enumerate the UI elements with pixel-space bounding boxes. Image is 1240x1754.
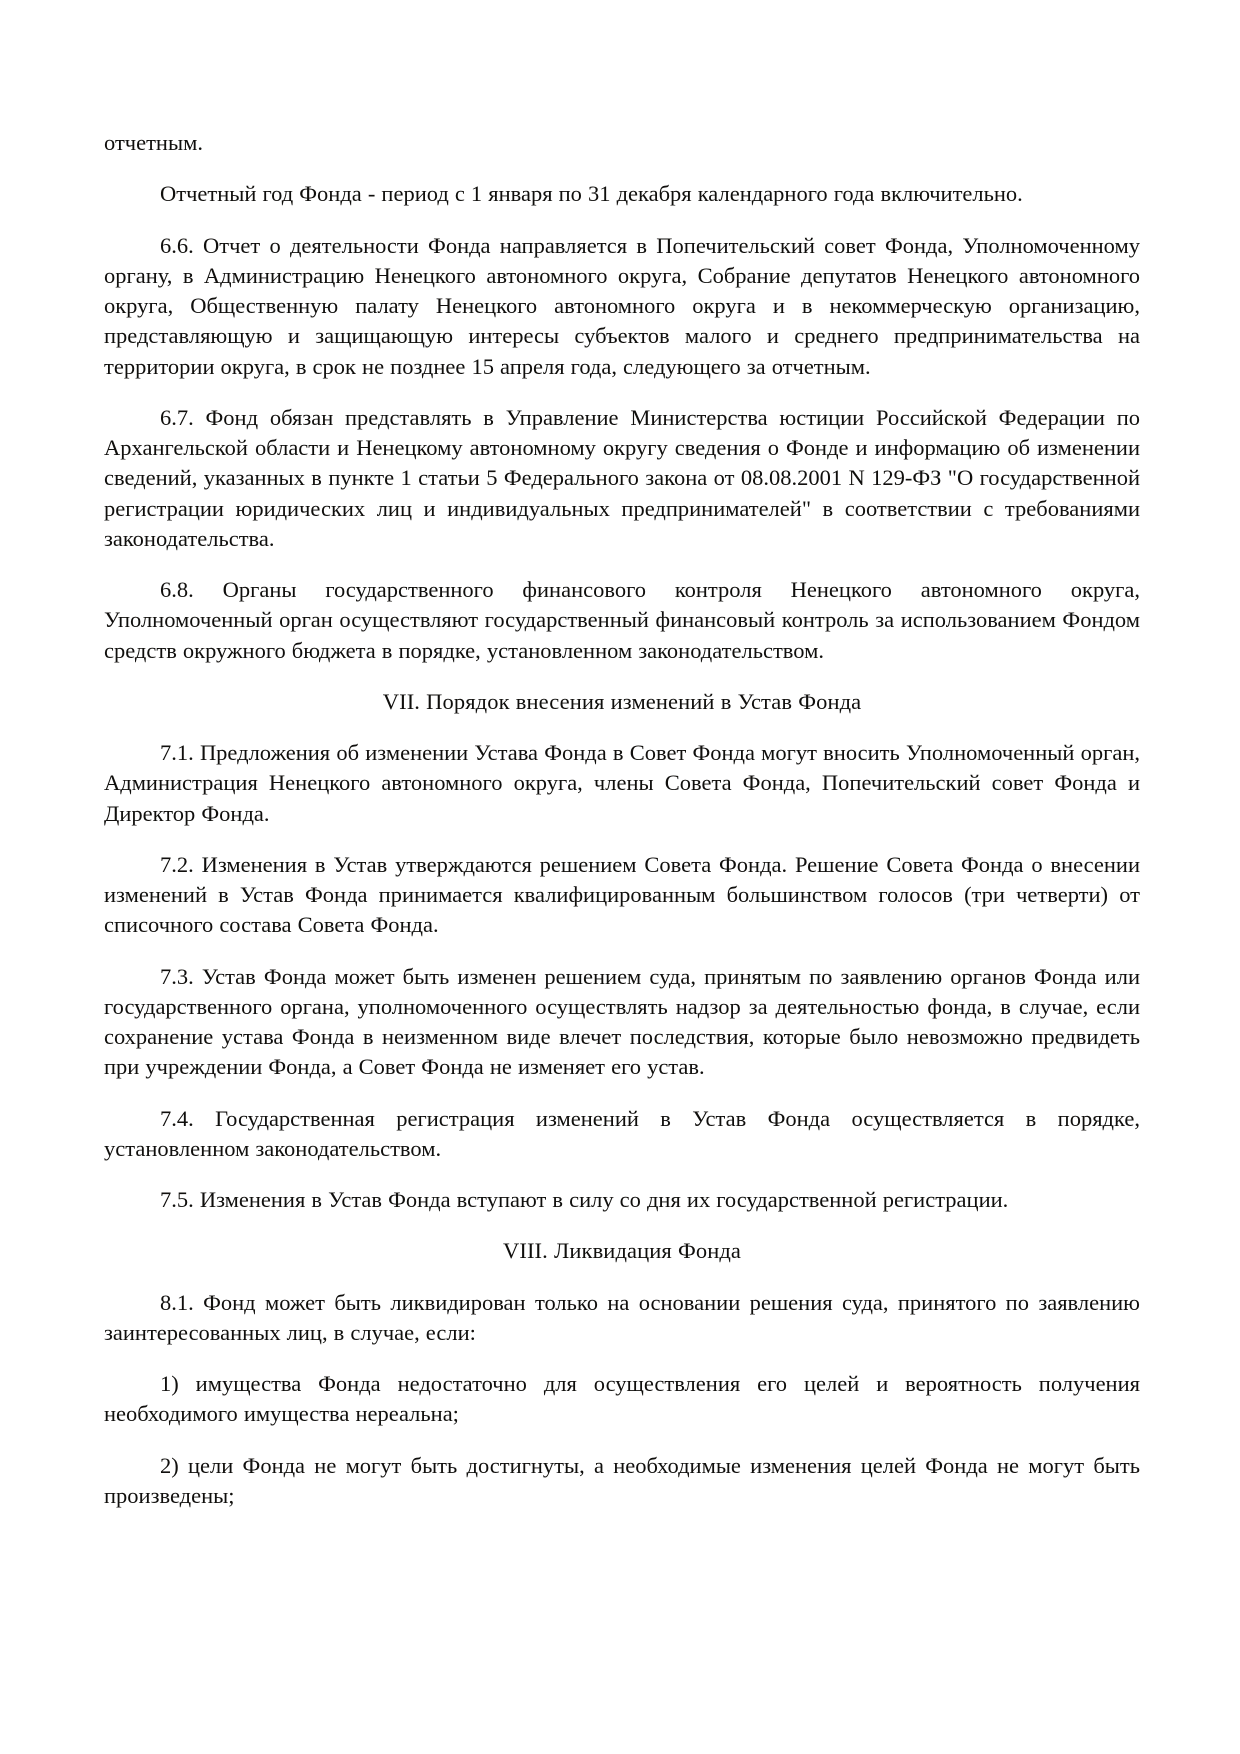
section-heading-viii: VIII. Ликвидация Фонда [503,1238,741,1264]
document-body [104,128,1140,1511]
clause-7-3: 7.3. Устав Фонда может быть изменен решением суда, принятым по заявлению органов Фонда или государственного органа, уполномоченного осуществлять надзор за деятельностью фонда, в случае, если сохранение устава Фонда в неизменном виде влечет последствия, которые было невозможно предвидеть при учреждении Фонда, а Совет Фонда не изменяет его устав. [104,963,1140,1080]
clause-8-1-item-2: 2) цели Фонда не могут быть достигнуты, а необходимые изменения целей Фонда не могут быть произведены; [104,1452,1140,1508]
clause-7-2: 7.2. Изменения в Устав утверждаются решением Совета Фонда. Решение Совета Фонда о внесении изменений в Устав Фонда принимается квалифицированным большинством голосов (три четверти) от списочного состава Совета Фонда. [104,851,1140,938]
clause-7-4: 7.4. Государственная регистрация изменений в Устав Фонда осуществляется в порядке, установленном законодательством. [104,1105,1140,1161]
clause-6-6: 6.6. Отчет о деятельности Фонда направляется в Попечительский совет Фонда, Уполномоченному органу, в Администрацию Ненецкого автономного округа, Собрание депутатов Ненецкого автономного округа, Общественную палату Ненецкого автономного округа и в некоммерческую организацию, представляющую и защищающую интересы субъектов малого и среднего предпринимательства на территории округа, в срок не позднее 15 апреля года, следующего за отчетным. [104,232,1140,379]
paragraph-carryover: отчетным. [104,130,203,155]
clause-6-7: 6.7. Фонд обязан представлять в Управление Министерства юстиции Российской Федерации по Архангельской области и Ненецкому автономному округу сведения о Фонде и информацию об изменении сведений, указанных в пункте 1 статьи 5 Федерального закона от 08.08.2001 N 129-ФЗ "О государственной регистрации юридических лиц и индивидуальных предпринимателей" в соответствии с требованиями законодательства. [104,404,1140,551]
clause-7-1: 7.1. Предложения об изменении Устава Фонда в Совет Фонда могут вносить Уполномоченный орган, Администрация Ненецкого автономного округа, члены Совета Фонда, Попечительский совет Фонда и Директор Фонда. [104,740,1140,826]
paragraph-reporting-year: Отчетный год Фонда - период с 1 января по 31 декабря календарного года включительно. [160,181,1023,207]
clause-6-8: 6.8. Органы государственного финансового контроля Ненецкого автономного округа, Уполномоченный орган осуществляют государственный финансовый контроль за использованием Фондом средств окружного бюджета в порядке, установленном законодательством. [104,577,1140,663]
clause-8-1: 8.1. Фонд может быть ликвидирован только на основании решения суда, принятого по заявлению заинтересованных лиц, в случае, если: [104,1289,1140,1345]
section-heading-vii: VII. Порядок внесения изменений в Устав Фонда [382,688,862,714]
clause-8-1-item-1: 1) имущества Фонда недостаточно для осуществления его целей и вероятность получения необходимого имущества нереальна; [104,1371,1140,1427]
clause-7-5: 7.5. Изменения в Устав Фонда вступают в силу со дня их государственной регистрации. [160,1187,1009,1212]
